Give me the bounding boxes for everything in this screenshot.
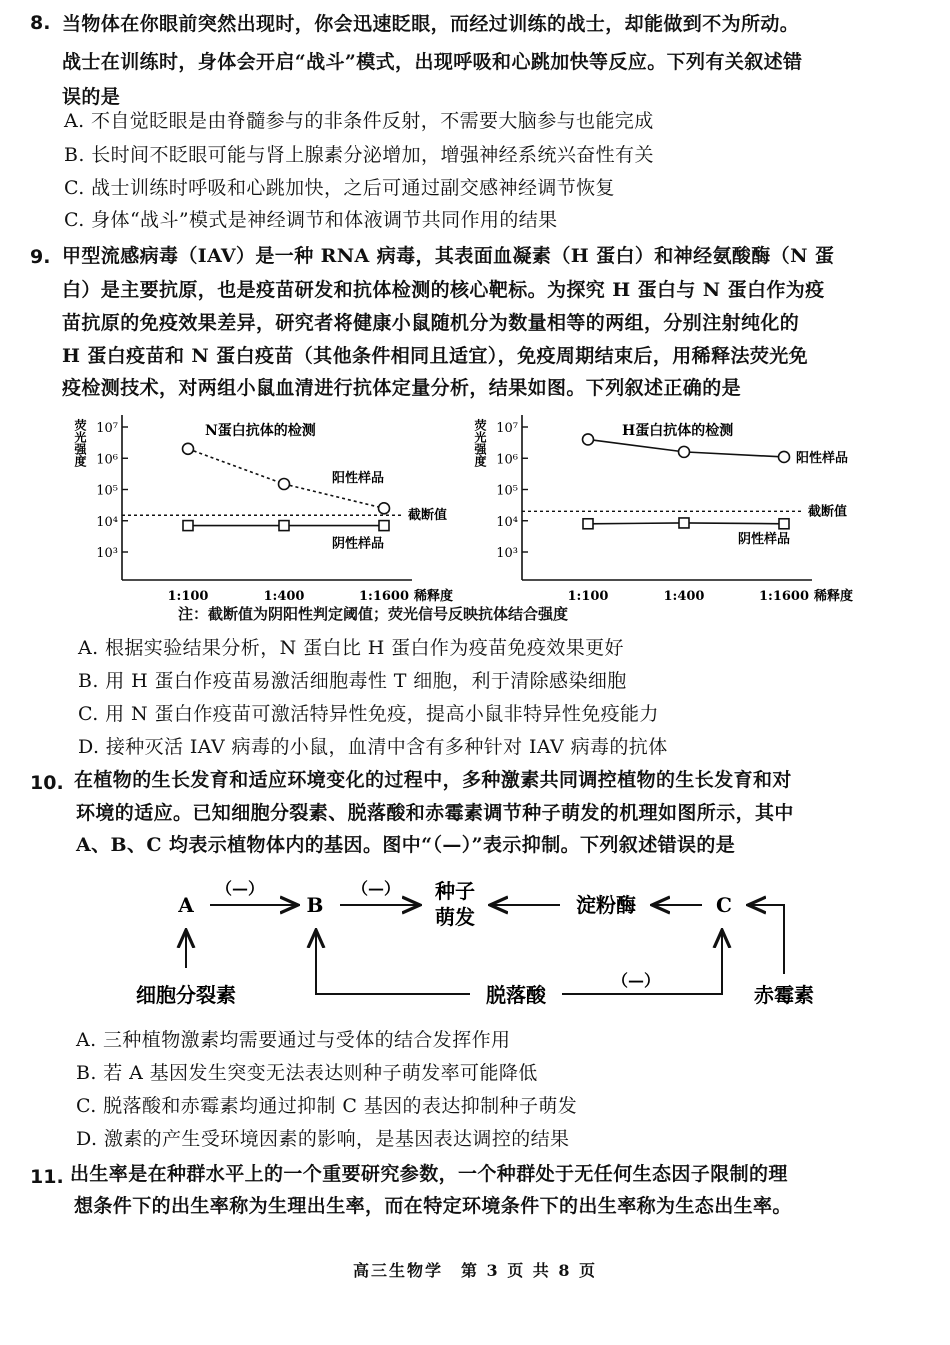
y-tick-label: 10⁷ [96,421,118,436]
chart-title: H蛋白抗体的检测 [622,423,734,439]
x-axis-label: 稀释度 [814,589,854,604]
y-tick-label: 10⁶ [96,452,118,468]
y-tick-label: 10⁵ [496,483,518,499]
question-number: 9. [30,246,51,268]
amylase-label: 淀粉酶 [576,893,636,917]
cutoff-label: 截断值 [808,504,848,520]
chart-n-protein [73,415,453,604]
x-axis-label: 稀释度 [414,589,454,604]
y-tick-label: 10³ [496,546,518,561]
seed-germination-2: 萌发 [435,905,475,929]
question-number: 11. [30,1166,64,1188]
data-point [379,521,389,531]
question-text-line: 战士在训练时，身体会开启“战斗”模式，出现呼吸和心跳加快等反应。下列有关叙述错 [62,51,803,73]
data-point [779,519,789,529]
cutoff-label: 截断值 [408,508,448,524]
question-text-line: 环境的适应。已知细胞分裂素、脱落酸和赤霉素调节种子萌发的机理如图所示，其中 [76,802,794,824]
question-text-line: H 蛋白疫苗和 N 蛋白疫苗（其他条件相同且适宜），免疫周期结束后，用稀释法荧光免 [62,345,809,367]
y-tick-label: 10⁴ [96,514,118,530]
question-text-line: 当物体在你眼前突然出现时，你会迅速眨眼，而经过训练的战士，却能做到不为所动。 [62,13,800,35]
series-label: 阴性样品 [332,536,385,552]
data-point [279,478,290,489]
option-10c[interactable]: C. 脱落酸和赤霉素均通过抑制 C 基因的表达抑制种子萌发 [76,1095,578,1117]
data-point [779,451,790,462]
chart-note: 注：截断值为阴阳性判定阈值；荧光信号反映抗体结合强度 [178,605,569,623]
x-tick-label: 1:100 [167,589,209,604]
gene-b: B [306,893,324,917]
y-tick-label: 10⁷ [496,421,518,436]
x-tick-label: 1:1600 [758,589,810,604]
arrow-ga-c [748,905,784,974]
series-label: 阳性样品 [332,470,385,486]
option-9d[interactable]: D. 接种灭活 IAV 病毒的小鼠，血清中含有多种针对 IAV 病毒的抗体 [78,736,668,758]
y-tick-label: 10⁴ [496,514,518,530]
series-label: 阳性样品 [796,450,849,466]
option-8a[interactable]: A. 不自觉眨眼是由脊髓参与的非条件反射，不需要大脑参与也能完成 [64,110,654,132]
inhibit-mark-ab: （—） [215,879,265,898]
data-point [379,503,390,514]
y-tick-label: 10⁵ [96,483,118,499]
question-text-line: A、B、C 均表示植物体内的基因。图中“（—）”表示抑制。下列叙述错误的是 [76,834,736,856]
question-text-line: 疫检测技术，对两组小鼠血清进行抗体定量分析，结果如图。下列叙述正确的是 [62,377,742,399]
y-tick-label: 10⁶ [496,452,518,468]
page-footer: 高三生物学 第 3 页 共 8 页 [352,1261,598,1280]
aba-label: 脱落酸 [486,983,546,1007]
option-8d[interactable]: C. 身体“战斗”模式是神经调节和体液调节共同作用的结果 [64,209,558,231]
option-10b[interactable]: B. 若 A 基因发生突变无法表达则种子萌发率可能降低 [76,1062,538,1084]
option-10d[interactable]: D. 激素的产生受环境因素的影响，是基因表达调控的结果 [76,1128,570,1150]
y-axis-label: 荧光强度 [73,419,87,467]
data-point [583,434,594,445]
gene-a: A [178,893,194,917]
x-tick-label: 1:400 [263,589,305,604]
question-text-line: 甲型流感病毒（IAV）是一种 RNA 病毒，其表面血凝素（H 蛋白）和神经氨酸酶（N 蛋 [62,245,835,267]
question-text-line: 出生率是在种群水平上的一个重要研究参数，一个种群处于无任何生态因子限制的理 [70,1163,788,1185]
question-number: 10. [30,772,64,794]
question-text-line: 苗抗原的免疫效果差异，研究者将健康小鼠随机分为数量相等的两组，分别注射纯化的 [62,312,800,334]
data-point [583,519,593,529]
option-9a[interactable]: A. 根据实验结果分析，N 蛋白比 H 蛋白作为疫苗免疫效果更好 [78,637,624,659]
arrow-aba-b [316,930,470,994]
y-tick-label: 10³ [96,546,118,561]
question-text-line: 白）是主要抗原，也是疫苗研发和抗体检测的核心靶标。为探究 H 蛋白与 N 蛋白作为疫 [62,279,825,301]
antibody-charts [0,405,950,630]
question-number: 8. [30,12,51,34]
option-9c[interactable]: C. 用 N 蛋白作疫苗可激活特异性免疫，提高小鼠非特异性免疫能力 [78,703,659,725]
option-8c[interactable]: C. 战士训练时呼吸和心跳加快，之后可通过副交感神经调节恢复 [64,177,615,199]
option-10a[interactable]: A. 三种植物激素均需要通过与受体的结合发挥作用 [76,1029,511,1051]
inhibit-mark-bg: （—） [351,879,401,898]
x-tick-label: 1:100 [567,589,609,604]
data-point [183,443,194,454]
x-tick-label: 1:1600 [358,589,410,604]
ga-label: 赤霉素 [754,983,814,1007]
data-point [183,521,193,531]
seed-germination-1: 种子 [435,879,475,903]
question-text-line: 在植物的生长发育和适应环境变化的过程中，多种激素共同调控植物的生长发育和对 [74,769,792,791]
chart-title: N蛋白抗体的检测 [205,423,316,439]
data-point [279,521,289,531]
data-point [679,518,689,528]
inhibit-mark-abac: （—） [611,971,661,990]
x-tick-label: 1:400 [663,589,705,604]
cytokinin-label: 细胞分裂素 [136,983,236,1007]
option-8b[interactable]: B. 长时间不眨眼可能与肾上腺素分泌增加，增强神经系统兴奋性有关 [64,144,654,166]
data-point [679,446,690,457]
series-label: 阴性样品 [738,531,791,547]
question-text-line: 误的是 [62,86,121,108]
hormone-diagram [0,868,950,1028]
chart-h-protein [473,415,853,604]
option-9b[interactable]: B. 用 H 蛋白作疫苗易激活细胞毒性 T 细胞，利于清除感染细胞 [78,670,627,692]
y-axis-label: 荧光强度 [473,419,487,467]
gene-c: C [716,893,732,917]
question-text-line: 想条件下的出生率称为生理出生率，而在特定环境条件下的出生率称为生态出生率。 [74,1195,792,1217]
